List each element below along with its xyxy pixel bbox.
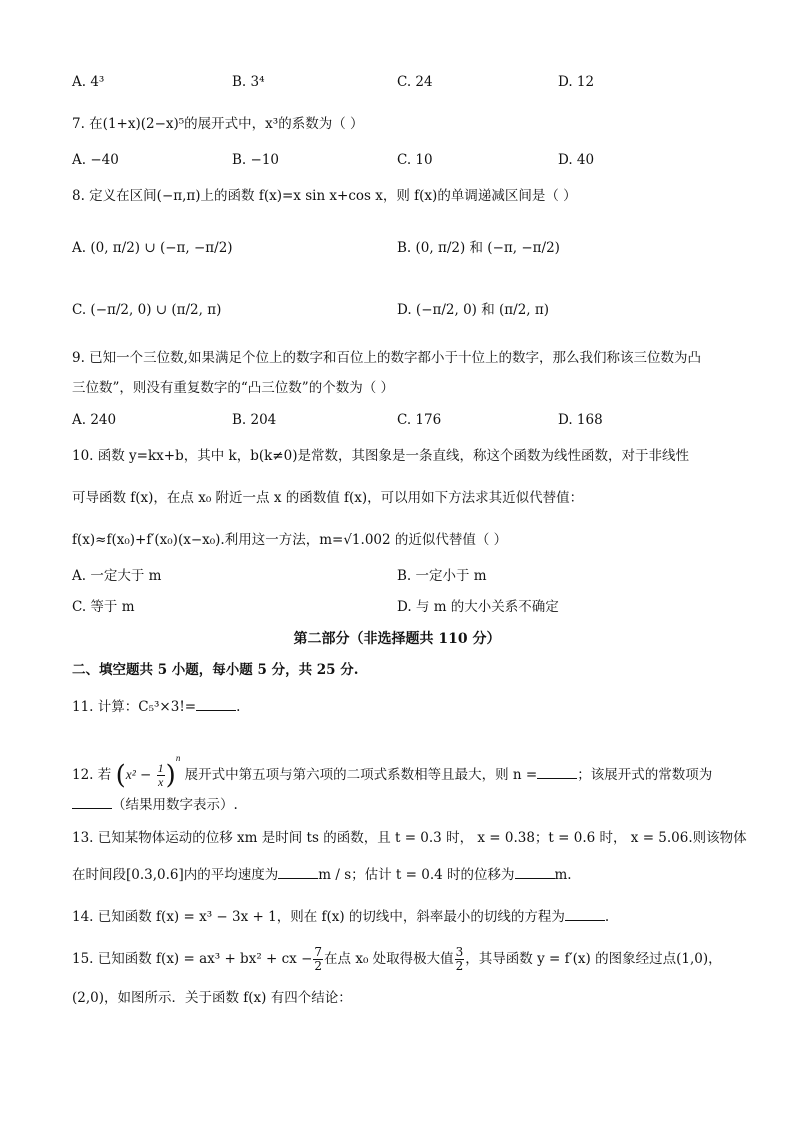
q7-option-c: C. 10 [397,152,433,168]
q12-line2-text: （结果用数字表示）. [112,797,238,813]
q12-paren-open: ( [115,760,126,791]
q12-end: ；该展开式的常数项为 [577,767,713,783]
q6-option-a: A. 4³ [72,74,105,90]
q14-answer-blank [565,906,605,921]
q9-option-a: A. 240 [72,412,117,428]
q9-option-d: D. 168 [558,412,603,428]
q6-option-b: B. 3⁴ [232,74,265,90]
q11-answer-blank [196,696,236,711]
q9-option-c: C. 176 [397,412,442,428]
q6-option-c: C. 24 [397,74,433,90]
q12-prefix: 12. 若 [72,767,112,783]
q9-stem-line2: 三位数”，则没有重复数字的“凸三位数”的个数为（ ） [72,380,394,396]
q9-option-b: B. 204 [232,412,277,428]
q6-option-d: D. 12 [558,74,595,90]
q12-mid: 展开式中第五项与第六项的二项式系数相等且最大，则 n = [184,767,538,783]
q11-prefix: 11. 计算：C₅³×3!= [72,699,197,715]
q8-stem: 8. 定义在区间(−π,π)上的函数 f(x)=x sin x+cos x，则 f(x)的单调递减区间是（ ） [72,188,577,204]
q12-constant-blank [72,794,112,809]
q12-line2 [72,794,238,815]
q10-line3: f(x)≈f(x₀)+f′(x₀)(x−x₀).利用这一方法，m=√1.002 的近似代替值（ ） [72,532,508,548]
q7-option-b: B. −10 [232,152,279,168]
q13-line2b: m / s；估计 t = 0.4 时的位移为 [318,867,515,883]
q10-option-d: D. 与 m 的大小关系不确定 [397,599,559,615]
q12-paren-close: ) [165,760,176,791]
q12-fraction: $\frac{1}{x}$ [157,761,164,789]
q13-velocity-blank [278,864,318,879]
q12-x-squared: x² [125,767,136,782]
q8-option-c: C. (−π/2, 0) ∪ (π/2, π) [72,302,222,318]
q12-minus: − [135,767,156,783]
q15-fraction-3-2: $\frac{3}{2}$ [455,945,464,973]
q10-line2: 可导函数 f(x)，在点 x₀ 附近一点 x 的函数值 f(x)，可以用如下方法求其近似代替值： [72,490,584,506]
q11-suffix: . [236,699,241,715]
q8-option-d: D. (−π/2, 0) 和 (π/2, π) [397,302,550,318]
q13-line1: 13. 已知某物体运动的位移 xm 是时间 ts 的函数，且 t = 0.3 时， x = 0.38；t = 0.6 时， x = 5.06.则该物体 [72,830,747,846]
q10-option-c: C. 等于 m [72,599,135,615]
q10-option-b: B. 一定小于 m [397,568,487,584]
q15-end: ，其导函数 y = f′(x) 的图象经过点(1,0)， [465,951,722,967]
q8-option-a: A. (0, π/2) ∪ (−π, −π/2) [72,240,233,256]
part2-title: 第二部分（非选择题共 110 分） [293,631,501,647]
q15-fraction-7-2: $\frac{7}{2}$ [314,945,323,973]
q7-option-a: A. −40 [72,152,119,168]
q14-suffix: . [604,909,610,925]
q10-line1: 10. 函数 y=kx+b，其中 k，b(k≠0)是常数，其图象是一条直线，称这个函数为线性函数，对于非线性 [72,448,689,464]
q12-exponent-n: n [175,753,181,763]
q13-line2 [72,864,572,885]
q9-stem-line1: 9. 已知一个三位数,如果满足个位上的数字和百位上的数字都小于十位上的数字，那么我们称该三位数为凸 [72,350,701,366]
q13-line2c: m. [554,867,572,883]
q11-line [72,696,240,717]
q7-option-d: D. 40 [558,152,595,168]
q15-mid: 在点 x₀ 处取得极大值 [324,951,454,967]
section2-title: 二、填空题共 5 小题，每小题 5 分，共 25 分. [72,662,359,678]
q10-option-a: A. 一定大于 m [72,568,162,584]
q15-prefix: 15. 已知函数 f(x) = ax³ + bx² + cx − [72,951,313,967]
q14-prefix: 14. 已知函数 f(x) = x³ − 3x + 1，则在 f(x) 的切线中，斜率最小的切线的方程为 [72,909,565,925]
q15-line1 [72,944,722,974]
q8-option-b: B. (0, π/2) 和 (−π, −π/2) [397,240,560,256]
q15-line2: (2,0)，如图所示．关于函数 f(x) 有四个结论： [72,990,352,1006]
q7-stem: 7. 在(1+x)(2−x)⁵的展开式中，x³的系数为（ ） [72,116,364,132]
q13-line2a: 在时间段[0.3,0.6]内的平均速度为 [72,867,279,883]
q13-displacement-blank [515,864,555,879]
q14-line [72,906,609,927]
q12-line1 [72,744,712,790]
q12-n-blank [537,764,577,779]
